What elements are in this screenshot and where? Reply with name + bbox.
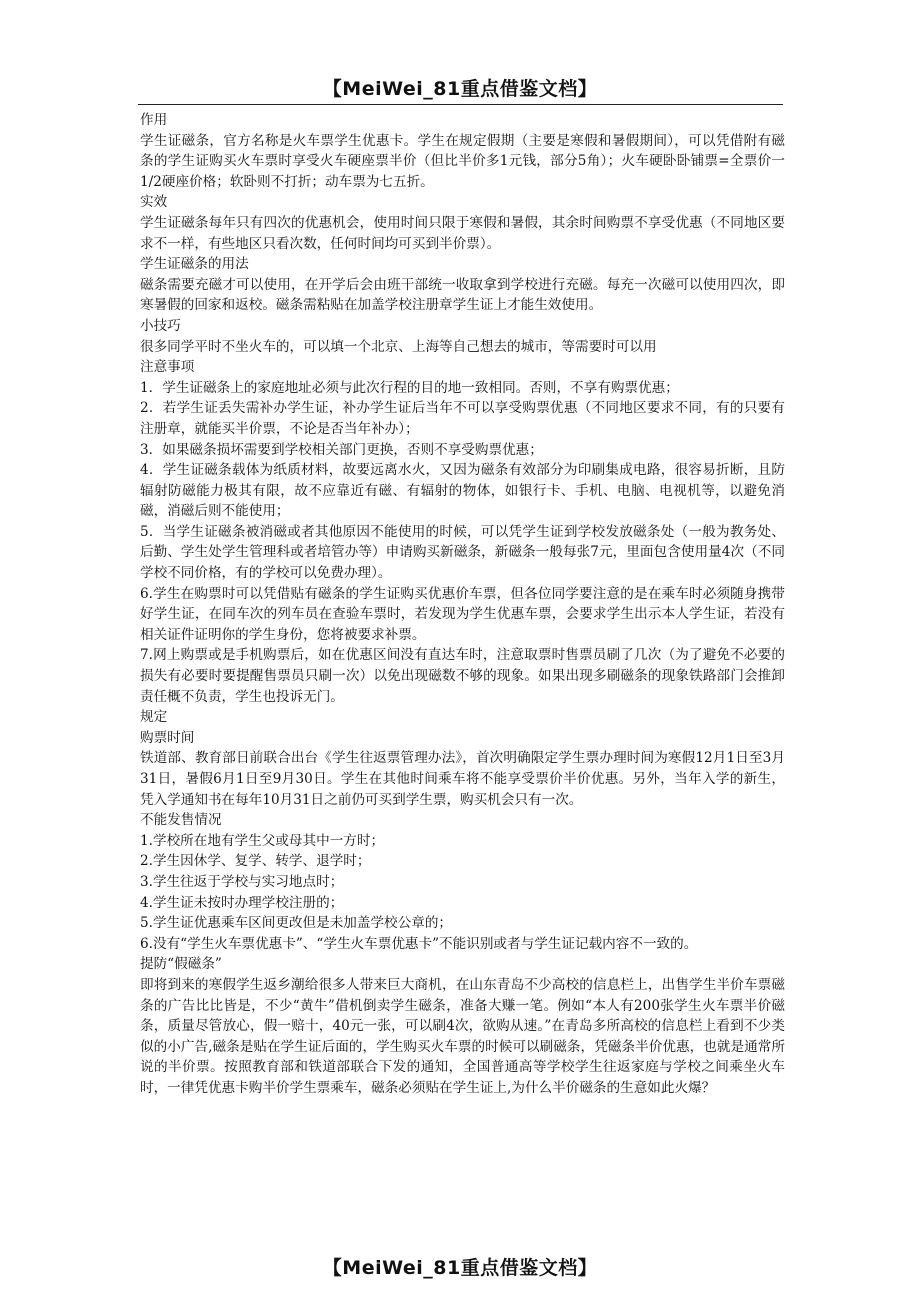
heading-notes: 注意事项 [140, 359, 195, 376]
paragraph: 学生证磁条每年只有四次的优惠机会，使用时间只限于寒假和暑假，其余时间购票不享受优惠（不同地区要求不一样，有些地区只看次数，任何时间均可买到半价票）。 [140, 214, 785, 252]
paragraph: 学生证磁条，官方名称是火车票学生优惠卡。学生在规定假期（主要是寒假和暑假期间），可以凭借附有磁条的学生证购买火车票时享受火车硬座票半价（但比半价多1元钱，部分5角）；火车硬卧卧铺票=全票价一1/2硬座价格；软卧则不打折；动车票为七五折。 [140, 132, 785, 190]
header-banner: 【MeiWei_81重点借鉴文档】 [322, 78, 598, 100]
heading-usage: 学生证磁条的用法 [140, 256, 249, 273]
heading-not-sold: 不能发售情况 [140, 812, 222, 829]
list-item: 6.学生在购票时可以凭借贴有磁条的学生证购买优惠价车票，但各位同学要注意的是在乘车时必须随身携带好学生证，在同车次的列车员在查验车票时，若发现为学生优惠车票，会要求学生出示本人学生证，若没有相关证件证明你的学生身份，您将被要求补票。 [140, 585, 785, 643]
heading-rules: 规定 [140, 709, 168, 726]
paragraph: 很多同学平时不坐火车的，可以填一个北京、上海等自己想去的城市，等需要时可以用 [140, 338, 657, 355]
list-item: 5．当学生证磁条被消磁或者其他原因不能使用的时候，可以凭学生证到学校发放磁条处（一般为教务处、后勤、学生处学生管理科或者培管办等）申请购买新磁条，新磁条一般每张7元，里面包含使用量4次（不同学校不同价格，有的学校可以免费办理）。 [140, 523, 785, 582]
heading-shixiao: 实效 [140, 194, 168, 211]
paragraph: 即将到来的寒假学生返乡潮给很多人带来巨大商机，在山东青岛不少高校的信息栏上，出售学生半价车票磁条的广告比比皆是，不少“黄牛”借机倒卖学生磁条，准备大赚一笔。例如“本人有200张学生火车票半价磁条，质量尽管放心，假一赔十，40元一张，可以刷4次，欲购从速。”在青岛多所高校的信息栏上看到不少类似的小广告,磁条是贴在学生证后面的，学生购买火车票的时候可以刷磁条，凭磁条半价优惠，也就是通常所说的半价票。按照教育部和铁道部联合下发的通知，全国普通高等学校学生往返家庭与学校之间乘坐火车时，一律凭优惠卡购半价学生票乘车，磁条必须贴在学生证上,为什么半价磁条的生意如此火爆？ [140, 976, 785, 1096]
list-item: 6.没有“学生火车票优惠卡”、“学生火车票优惠卡”不能识别或者与学生证记载内容不一致的。 [140, 935, 698, 952]
list-item: 7.网上购票或是手机购票后，如在优惠区间没有直达车时，注意取票时售票员刷了几次（为了避免不必要的损失有必要时要提醒售票员只刷一次）以免出现磁数不够的现象。如果出现多刷磁条的现象铁路部门会推卸责任概不负责，学生也投诉无门。 [140, 647, 785, 705]
paragraph: 磁条需要充磁才可以使用，在开学后会由班干部统一收取拿到学校进行充磁。每充一次磁可以使用四次，即寒暑假的回家和返校。磁条需粘贴在加盖学校注册章学生证上才能生效使用。 [140, 276, 785, 314]
list-item: 2．若学生证丢失需补办学生证，补办学生证后当年不可以享受购票优惠（不同地区要求不同，有的只要有注册章，就能买半价票，不论是否当年补办）； [140, 400, 785, 437]
heading-purchase-time: 购票时间 [140, 729, 195, 746]
heading-tips: 小技巧 [140, 317, 181, 334]
list-item: 1．学生证磁条上的家庭地址必须与此次行程的目的地一致相同。否则，不享有购票优惠； [140, 379, 679, 396]
list-item: 4.学生证未按时办理学校注册的； [140, 894, 344, 911]
heading-zuoyong: 作用 [140, 112, 168, 128]
list-item: 2.学生因休学、复学、转学、退学时； [140, 853, 371, 870]
list-item: 3.学生往返于学校与实习地点时； [140, 873, 344, 890]
list-item: 5.学生证优惠乘车区间更改但是未加盖学校公章的； [140, 915, 453, 932]
list-item: 3．如果磁条损坏需要到学校相关部门更换，否则不享受购票优惠； [140, 441, 543, 458]
heading-fake-strip: 提防“假磁条” [140, 956, 222, 973]
footer-banner: 【MeiWei_81重点借鉴文档】 [322, 1257, 598, 1279]
list-item: 4．学生证磁条载体为纸质材料，故要远离水火，又因为磁条有效部分为印刷集成电路，很容易折断，且防辐射防磁能力极其有限，故不应靠近有磁、有辐射的物体，如银行卡、手机、电脑、电视机等，以避免消磁，消磁后则不能使用； [140, 462, 785, 520]
paragraph: 铁道部、教育部日前联合出台《学生往返票管理办法》，首次明确限定学生票办理时间为寒假12月1日至3月31日，暑假6月1日至9月30日。学生在其他时间乘车将不能享受票价半价优惠。另外，当年入学的新生，凭入学通知书在每年10月31日之前仍可买到学生票，购买机会只有一次。 [140, 750, 785, 808]
header-rule [138, 104, 783, 105]
document-body [140, 110, 785, 1099]
list-item: 1.学校所在地有学生父或母其中一方时； [140, 832, 385, 849]
